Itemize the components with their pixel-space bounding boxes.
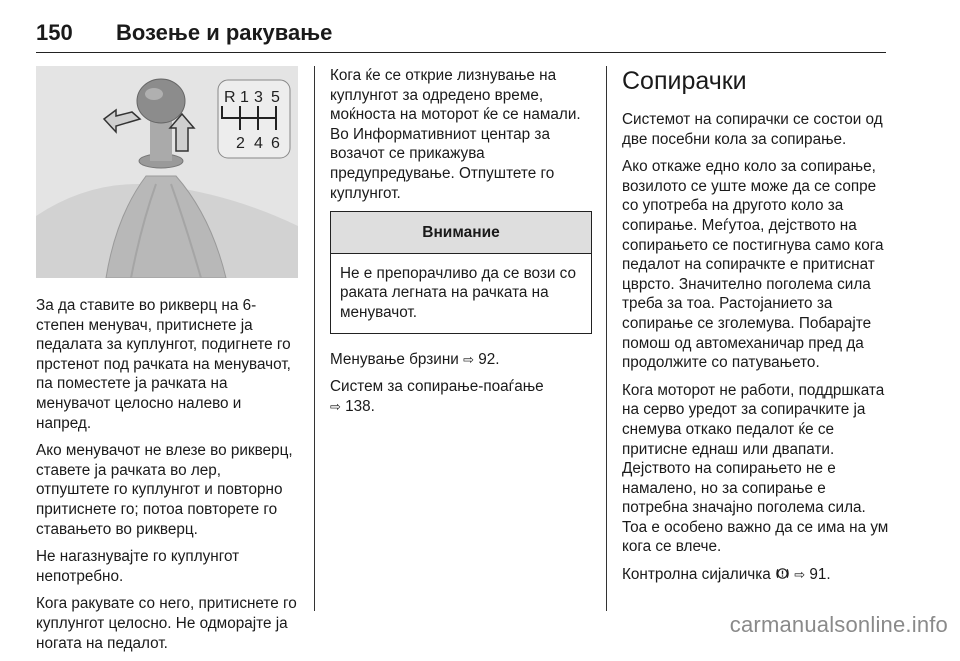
column-middle xyxy=(330,66,592,424)
reverse-instructions: За да ставите во рикверц на 6-степен менувач, притиснете ја педалата за куплунгот, подигнете го прстенот под рачката на менувачот, па поместете ја рачката на менувачот целосно налево и напред. xyxy=(36,297,291,432)
pattern-label-5: 5 xyxy=(271,89,280,106)
gear-shift-figure xyxy=(36,66,298,278)
reference-stop-start xyxy=(330,377,592,416)
pattern-label-3: 3 xyxy=(254,89,263,106)
running-title: Возење и ракување xyxy=(116,20,333,45)
brake-system-intro: Системот на сопирачки се состои од две посебни кола за сопирање. xyxy=(622,111,883,148)
page-header xyxy=(36,20,886,53)
column-divider xyxy=(314,66,315,611)
page-ref-arrow-icon: ⇨ xyxy=(794,567,806,583)
column-right xyxy=(622,66,892,593)
brake-warning-indicator-icon xyxy=(775,566,790,581)
gear-lever-illustration xyxy=(36,66,298,278)
notice-text: Не е препорачливо да се вози со раката легната на рачката на менувачот. xyxy=(340,264,576,321)
notice-box xyxy=(330,211,592,333)
brake-circuit-failure: Ако откаже едно коло за сопирање, возилото се уште може да се сопре со употреба на другото коло за сопирање. Меѓутоа, дејството на сопирањето се постигнува само кога педалот на сопирачкте е притиснат цврсто. Значително поголема сила треба за тоа. Растојанието за сопирање се зголемува. Побарајте помош од автомеханичар пред да продолжите со патувањето. xyxy=(622,158,884,372)
clutch-operation: Кога ракувате со него, притиснете го куплунгот целосно. Не одморајте ја ногата на педалот. xyxy=(36,595,297,652)
reference-text: Систем за сопирање-поаѓање xyxy=(330,378,544,396)
pattern-label-6: 6 xyxy=(271,135,280,152)
page-number: 150 xyxy=(36,20,73,45)
page-ref-arrow-icon: ⇨ xyxy=(330,398,341,414)
page-ref-arrow-icon: ⇨ xyxy=(463,351,474,367)
reference-gear-shifting xyxy=(330,350,592,370)
reference-page-link[interactable]: 92. xyxy=(478,350,500,368)
reference-page-link[interactable]: 91. xyxy=(809,566,831,584)
clutch-advice: Не нагазнувајте го куплунгот непотребно. xyxy=(36,548,240,585)
watermark: carmanualsonline.info xyxy=(729,612,948,637)
pattern-label-r: R xyxy=(224,89,236,106)
reference-page-link[interactable]: 138. xyxy=(345,397,375,415)
reference-text: Менување брзини xyxy=(330,350,459,368)
clutch-slip-text: Кога ќе се открие лизнување на куплунгот за одредено време, моќноста на моторот ќе се намали. Во Информативниот центар за возачот се прикажува предупредување. Отпуштете го куплунгот. xyxy=(330,67,581,202)
column-divider xyxy=(606,66,607,611)
column-left xyxy=(36,66,298,661)
notice-title: Внимание xyxy=(331,212,591,254)
reverse-retry: Ако менувачот не влезе во рикверц, ставете ја рачката во лер, отпуштете го куплунгот и повторно притиснете го; потоа повторете го ставањето во рикверц. xyxy=(36,442,293,538)
pattern-label-2: 2 xyxy=(236,135,245,152)
reference-text: Контролна сијаличка xyxy=(622,566,771,584)
pattern-label-4: 4 xyxy=(254,135,263,152)
pattern-label-1: 1 xyxy=(240,89,249,106)
brake-servo-info: Кога моторот не работи, поддршката на серво уредот за сопирачките ја снемува откако педалот ќе се притисне еднаш или двапати. Дејството на сопирањето не е намалено, но за сопирање е потребна значајно поголема сила. Тоа е особено важно да се има на ум кога се влече. xyxy=(622,381,889,556)
control-indicator-reference xyxy=(622,565,892,585)
section-title-brakes: Сопирачки xyxy=(622,67,747,95)
